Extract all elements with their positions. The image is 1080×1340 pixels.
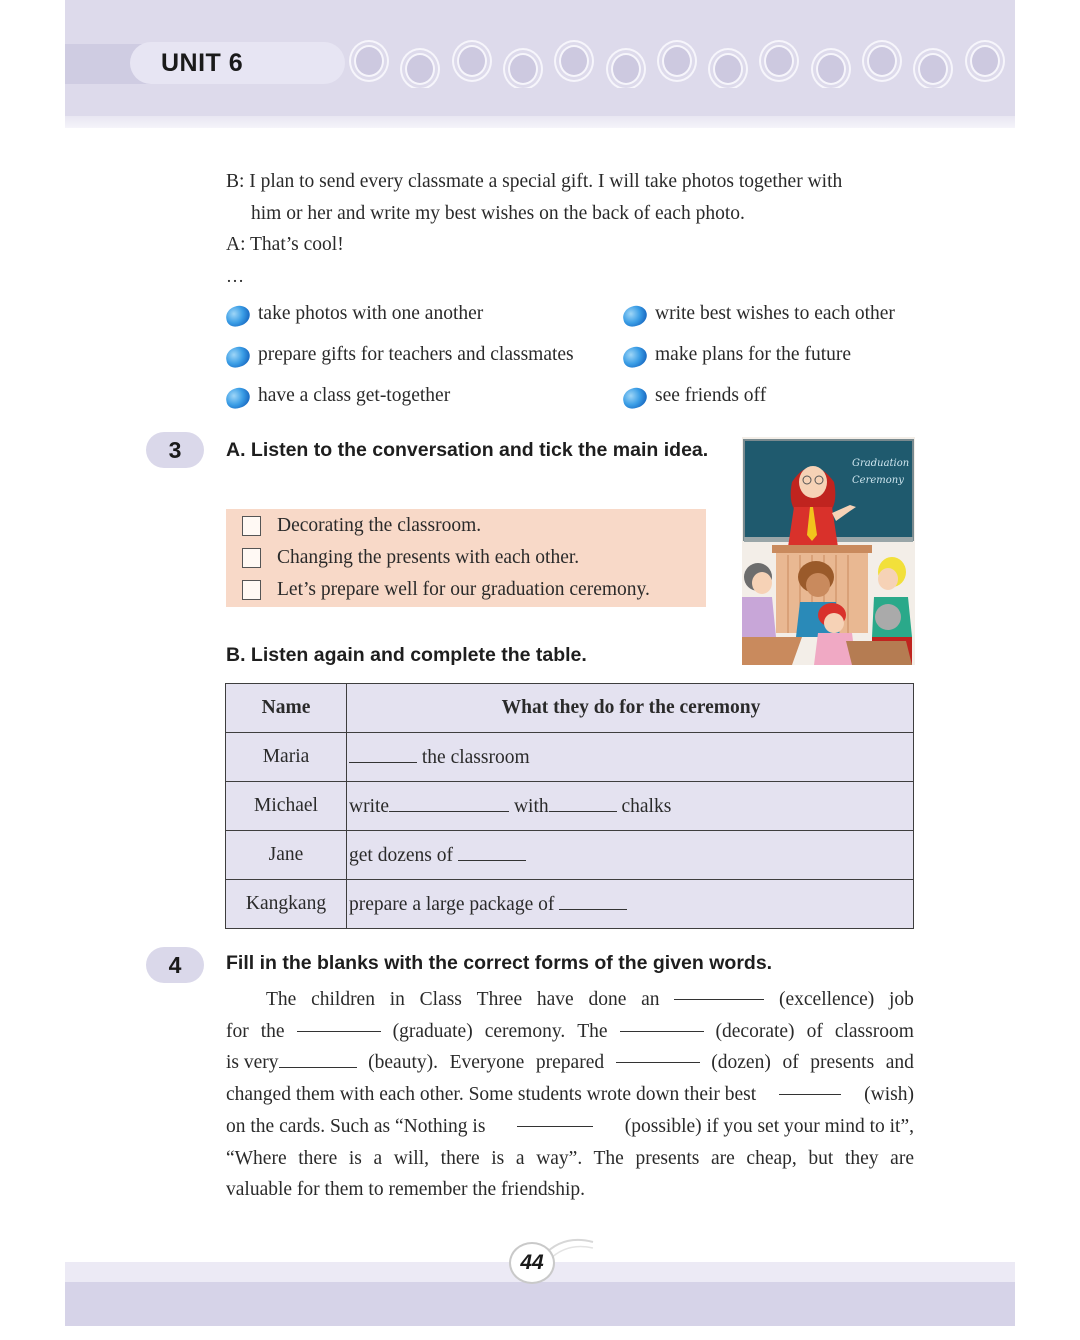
word-hint: (decorate)	[715, 1020, 795, 1042]
checkbox[interactable]	[242, 516, 261, 536]
activity-row	[226, 382, 926, 423]
table-row	[226, 831, 914, 880]
sentence-text: “Where there is a will, there is a way”. The presents are cheap, but they are	[226, 1147, 914, 1169]
activity-item	[623, 302, 895, 326]
paragraph-line	[226, 984, 914, 1016]
paragraph-line	[226, 1016, 914, 1048]
word: an	[641, 989, 660, 1010]
activity-text: write best wishes to each other	[655, 303, 895, 324]
paragraph-line	[226, 1174, 914, 1206]
activity-text: make plans for the future	[655, 344, 852, 365]
main-idea-option[interactable]	[242, 547, 579, 569]
exercise-number-badge: 4	[146, 947, 204, 983]
word: Everyone	[449, 1052, 525, 1074]
sentence-text: on the cards. Such as “Nothing is	[226, 1115, 486, 1137]
ring-decoration	[662, 45, 692, 77]
classroom-illustration	[742, 437, 915, 665]
answer-blank[interactable]	[279, 1052, 357, 1068]
answer-blank[interactable]	[349, 746, 417, 763]
task-text: the classroom	[421, 746, 530, 768]
answer-blank[interactable]	[458, 844, 526, 861]
page-number-badge	[509, 1242, 559, 1282]
blue-bullet-icon	[224, 386, 252, 411]
word: and	[885, 1052, 914, 1074]
row-name: Kangkang	[226, 880, 347, 929]
unit-label	[130, 42, 345, 84]
dialog-line-a: A: That’s cool!	[226, 234, 344, 255]
column-header-task: What they do for the ceremony	[347, 684, 914, 733]
checkbox[interactable]	[242, 580, 261, 600]
row-task	[347, 831, 914, 880]
answer-blank[interactable]	[779, 1079, 841, 1095]
paragraph-line	[226, 1111, 914, 1143]
blue-bullet-icon	[621, 304, 649, 329]
table-row	[226, 782, 914, 831]
ceremony-table-grid	[225, 683, 914, 929]
task-text: get dozens of	[349, 844, 453, 866]
answer-blank[interactable]	[389, 795, 509, 812]
word: ceremony.	[484, 1020, 566, 1042]
section3-part-b-heading: B. Listen again and complete the table.	[226, 644, 587, 666]
paragraph-line	[226, 1143, 914, 1175]
table-row	[226, 733, 914, 782]
ring-decoration	[354, 45, 384, 77]
answer-blank[interactable]	[559, 893, 627, 910]
answer-blank[interactable]	[549, 795, 617, 812]
word: is	[226, 1052, 240, 1074]
word: classroom	[834, 1020, 914, 1042]
task-text: prepare a large package of	[349, 893, 555, 915]
option-text: Let’s prepare well for our graduation ceremony.	[277, 579, 650, 600]
dialog	[226, 166, 926, 261]
table-header-row	[226, 684, 914, 733]
task-text: with	[513, 795, 549, 817]
row-task	[347, 880, 914, 929]
ring-decoration	[713, 53, 743, 85]
main-idea-options	[226, 509, 706, 607]
dialog-ellipsis: …	[226, 266, 245, 286]
column-header-name: Name	[226, 684, 347, 733]
word: for	[226, 1020, 249, 1042]
blue-bullet-icon	[224, 304, 252, 329]
board-text-line2: Ceremony	[852, 475, 904, 486]
row-name: Michael	[226, 782, 347, 831]
row-name: Jane	[226, 831, 347, 880]
fill-in-paragraph	[226, 984, 914, 1206]
row-name: Maria	[226, 733, 347, 782]
option-text: Decorating the classroom.	[277, 515, 482, 536]
word: prepared	[535, 1052, 605, 1074]
section3-part-a-heading: A. Listen to the conversation and tick the main idea.	[226, 439, 709, 461]
answer-blank[interactable]	[517, 1111, 593, 1127]
activity-text: have a class get-together	[258, 385, 451, 406]
answer-blank[interactable]	[674, 984, 764, 1000]
word: have	[536, 989, 574, 1010]
unit-label-text: UNIT 6	[161, 48, 244, 77]
page-margin-right	[1015, 0, 1080, 1340]
word: children	[311, 989, 375, 1010]
word-pair	[226, 1047, 357, 1079]
activity-text: take photos with one another	[258, 303, 484, 324]
dialog-line-b-cont: him or her and write my best wishes on the back of each photo.	[251, 202, 745, 224]
activity-item	[226, 384, 450, 408]
blue-bullet-icon	[621, 386, 649, 411]
dialog-line-b: B: I plan to send every classmate a special gift. I will take photos together with	[226, 171, 843, 192]
answer-blank[interactable]	[620, 1016, 704, 1032]
ring-decoration	[559, 45, 589, 77]
ring-decoration	[405, 53, 435, 85]
answer-blank[interactable]	[616, 1047, 700, 1063]
main-idea-option[interactable]	[242, 515, 481, 537]
word-hint: (excellence)	[779, 989, 875, 1010]
header-band-edge	[65, 116, 1015, 128]
activity-row	[226, 341, 926, 382]
word-hint: (graduate)	[392, 1020, 473, 1042]
word: very	[243, 1052, 279, 1074]
word-hint: (beauty).	[368, 1052, 438, 1074]
activity-item	[623, 384, 766, 408]
task-text: chalks	[621, 795, 672, 817]
ring-decoration	[508, 53, 538, 85]
graduation-ceremony-illustration	[742, 437, 915, 665]
word: of	[806, 1020, 823, 1042]
board-text-line1: Graduation	[852, 458, 910, 469]
answer-blank[interactable]	[297, 1016, 381, 1032]
sentence-text: (possible) if you set your mind to it”,	[624, 1115, 914, 1137]
word: job	[889, 989, 914, 1010]
main-idea-option[interactable]	[242, 579, 650, 601]
activity-text: see friends off	[655, 385, 767, 406]
ring-decoration	[764, 45, 794, 77]
word: presents	[810, 1052, 875, 1074]
table-row	[226, 880, 914, 929]
word: the	[260, 1020, 285, 1042]
ring-decoration	[457, 45, 487, 77]
sentence-text: valuable for them to remember the friendship.	[226, 1179, 585, 1201]
activity-item	[226, 302, 483, 326]
word: done	[588, 989, 627, 1010]
word: The	[577, 1020, 608, 1042]
section4-heading: Fill in the blanks with the correct forms of the given words.	[226, 952, 773, 974]
decorative-rings	[348, 40, 1015, 88]
ring-decoration	[816, 53, 846, 85]
activity-text: prepare gifts for teachers and classmates	[258, 344, 574, 365]
word: in	[389, 989, 405, 1010]
blue-bullet-icon	[621, 345, 649, 370]
task-text: write	[349, 795, 390, 817]
paragraph-line	[226, 1047, 914, 1079]
sentence-text: changed them with each other. Some students wrote down their best	[226, 1084, 757, 1106]
option-text: Changing the presents with each other.	[277, 547, 580, 568]
blue-bullet-icon	[224, 345, 252, 370]
activity-item	[226, 343, 574, 367]
row-task	[347, 733, 914, 782]
word: Three	[476, 989, 523, 1010]
word-hint: (dozen)	[711, 1052, 771, 1074]
row-task	[347, 782, 914, 831]
ring-decoration	[611, 53, 641, 85]
paragraph-line	[226, 1079, 914, 1111]
activity-item	[623, 343, 851, 367]
word: The	[266, 989, 297, 1010]
checkbox[interactable]	[242, 548, 261, 568]
ring-decoration	[867, 45, 897, 77]
ring-decoration	[918, 53, 948, 85]
word: of	[782, 1052, 799, 1074]
word: Class	[419, 989, 462, 1010]
activity-row	[226, 300, 926, 341]
ring-decoration	[970, 45, 1000, 77]
activity-list	[226, 300, 926, 423]
word-hint: (wish)	[864, 1084, 914, 1106]
page-number: 44	[509, 1242, 555, 1284]
footer-band	[65, 1282, 1015, 1326]
page-margin-left	[0, 0, 65, 1340]
ceremony-table	[225, 683, 914, 929]
exercise-number-badge: 3	[146, 432, 204, 468]
